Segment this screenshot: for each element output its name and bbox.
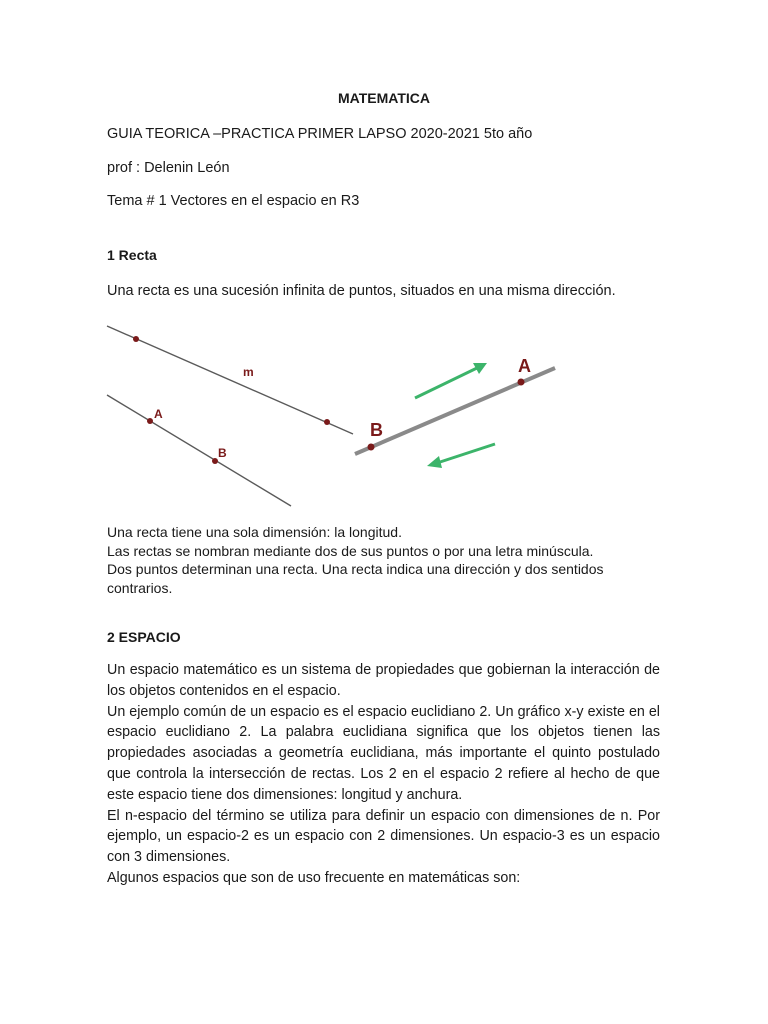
arrow-down-left-icon (427, 444, 495, 468)
recta-note: Dos puntos determinan una recta. Una recta indica una dirección y dos sentidos contrarios. (107, 561, 604, 596)
professor-line: prof : Delenin León (107, 160, 230, 176)
recta-notes (107, 523, 667, 597)
recta-definition: Una recta es una sucesión infinita de puntos, situados en una misma dirección. (107, 283, 616, 299)
line-directional (355, 368, 555, 454)
recta-note: Las rectas se nombran mediante dos de sus puntos o por una letra minúscula. (107, 542, 594, 559)
label-point-b-left: B (218, 446, 227, 460)
topic-line: Tema # 1 Vectores en el espacio en R3 (107, 193, 360, 209)
point-on-line-m-2 (324, 419, 330, 425)
point-a-left (147, 418, 153, 424)
espacio-paragraph: Un espacio matemático es un sistema de propiedades que gobiernan la interacción de los objetos contenidos en el espacio. (107, 662, 660, 699)
label-point-a-right: A (518, 356, 531, 376)
label-point-b-right: B (370, 420, 383, 440)
recta-note: Una recta tiene una sola dimensión: la longitud. (107, 524, 402, 540)
espacio-paragraph: El n-espacio del término se utiliza para definir un espacio con dimensiones de n. Por ejemplo, un espacio-2 es un espacio con 2 dimensiones. Un espacio-3 es un espacio con 3 dimensiones. (107, 807, 660, 866)
arrow-up-right-icon (415, 363, 487, 398)
document-title: MATEMATICA (337, 90, 431, 106)
document-subtitle: GUIA TEORICA –PRACTICA PRIMER LAPSO 2020-2021 5to año (107, 126, 533, 142)
espacio-paragraph: Un ejemplo común de un espacio es el espacio euclidiano 2. Un gráfico x-y existe en el espacio euclidiano 2. La palabra euclidiana significa que los objetos tienen las propiedades asociadas a geometría euclidiana, más importante el quinto postulado que controla la intersección de rectas. Los 2 en el espacio 2 refiere al hecho de que este espacio tiene dos dimensiones: longitud y anchura. (107, 703, 660, 803)
point-on-line-m-1 (133, 336, 139, 342)
line-ab (107, 395, 291, 506)
section-heading-recta: 1 Recta (107, 247, 157, 263)
recta-figure (105, 318, 560, 508)
label-point-a-left: A (154, 407, 163, 421)
point-b-right (368, 444, 375, 451)
section-heading-espacio: 2 ESPACIO (107, 629, 181, 645)
espacio-paragraph: Algunos espacios que son de uso frecuente en matemáticas son: (107, 869, 521, 886)
label-line-m: m (243, 365, 254, 379)
point-a-right (518, 379, 525, 386)
espacio-body (107, 660, 660, 889)
